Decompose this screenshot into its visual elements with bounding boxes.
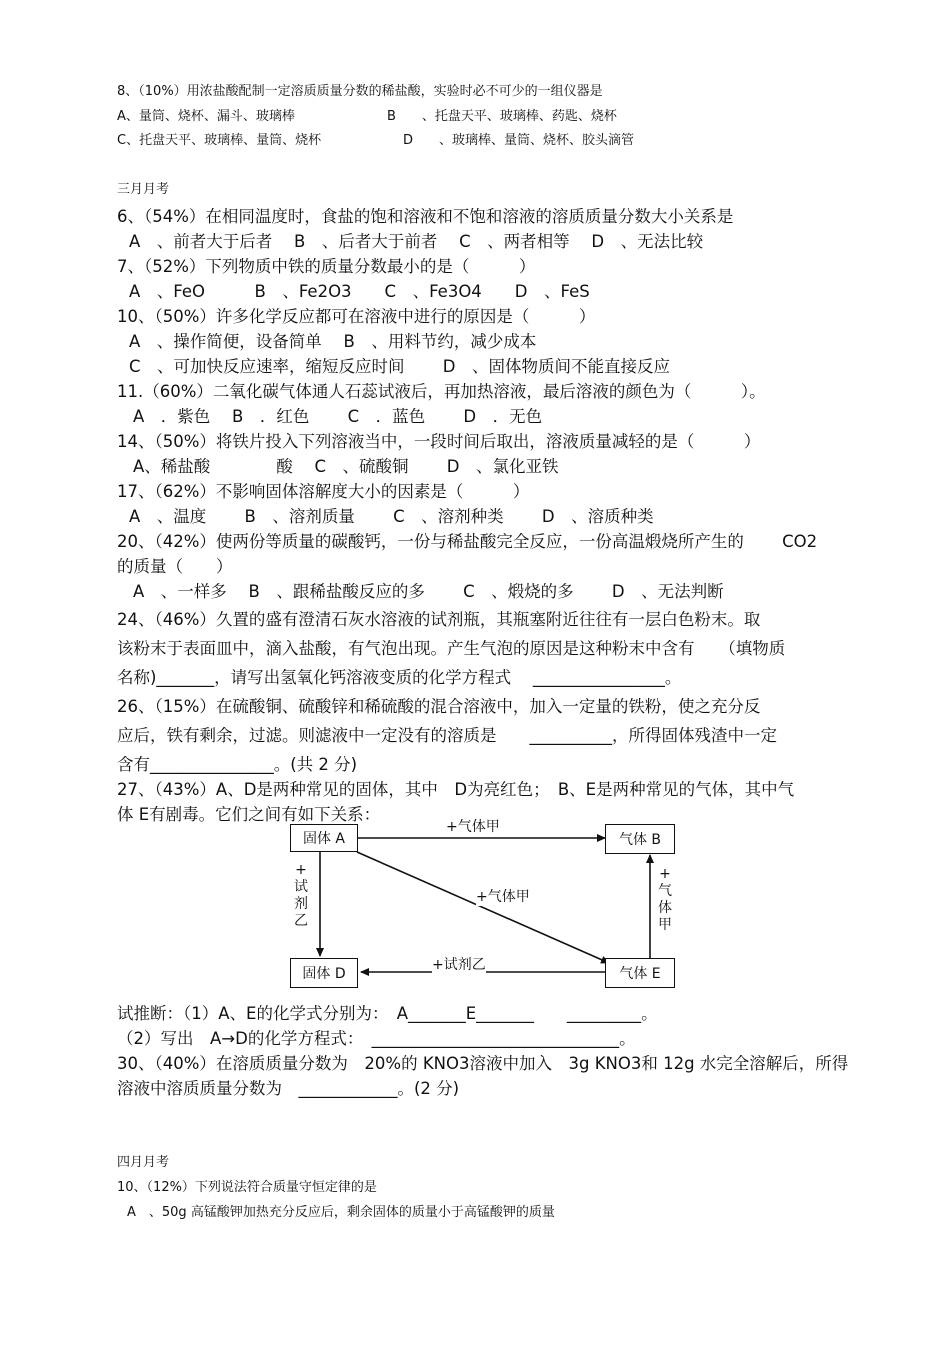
text-line: 体 E有剧毒。它们之间有如下关系： [117, 805, 381, 824]
text-line: A 、前者大于后者 B 、后者大于前者 C 、两者相等 D 、无法比较 [129, 232, 704, 251]
text-line: 试推断：（1）A、E的化学式分别为： A_______E_______ _________。 [117, 1004, 658, 1023]
text-line: 17、（62%）不影响固体溶解度大小的因素是（ ） [117, 482, 530, 501]
text-line: A 、温度 B 、溶剂质量 C 、溶剂种类 D 、溶质种类 [129, 507, 654, 526]
q8-stem: 8、（10%）用浓盐酸配制一定溶质质量分数的稀盐酸，实验时必不可少的一组仪器是 [117, 84, 603, 99]
box-solid-d: 固体 D [290, 958, 358, 988]
text-line: 名称)_______，请写出氢氧化钙溶液变质的化学方程式 ________________。 [117, 668, 682, 687]
q8-option-c: C、托盘天平、玻璃棒、量筒、烧杯 [117, 133, 322, 148]
text-line: 30、（40%）在溶质质量分数为 20%的 KNO3溶液中加入 3g KNO3和 12g 水完全溶解后，所得 [117, 1054, 849, 1073]
text-line: （2）写出 A→D的化学方程式： ______________________________。 [117, 1029, 636, 1048]
text-line: 10、（50%）许多化学反应都可在溶液中进行的原因是（ ） [117, 307, 596, 326]
q8-option-a: A、量筒、烧杯、漏斗、玻璃棒 [117, 109, 295, 124]
label-a-to-e: +气体甲 [476, 886, 530, 906]
text-line: 10、（12%）下列说法符合质量守恒定律的是 [117, 1180, 377, 1195]
text-line: 6、（54%）在相同温度时，食盐的饱和溶液和不饱和溶液的溶质质量分数大小关系是 [117, 207, 734, 226]
text-line: 26、（15%）在硫酸铜、硫酸锌和稀硫酸的混合溶液中，加入一定量的铁粉，使之充分反 [117, 697, 761, 716]
text-line: A 、FeO B 、Fe2O3 C 、Fe3O4 D 、FeS [129, 282, 590, 301]
text-line: 的质量（ ） [117, 557, 233, 576]
text-line: A、稀盐酸 酸 C 、硫酸铜 D 、氯化亚铁 [133, 457, 559, 476]
text-line: A 、操作简便，设备简单 B 、用料节约，减少成本 [129, 332, 537, 351]
text-line: 24、（46%）久置的盛有澄清石灰水溶液的试剂瓶，其瓶塞附近往往有一层白色粉末。取 [117, 610, 761, 629]
text-line: 含有_______________。(共 2 分) [117, 755, 358, 774]
text-line: C 、可加快反应速率，缩短反应时间 D 、固体物质间不能直接反应 [129, 357, 670, 376]
box-gas-e: 气体 E [605, 958, 675, 988]
text-line: A ．紫色 B ．红色 C ．蓝色 D ．无色 [133, 407, 543, 426]
label-e-to-d: +试剂乙 [432, 954, 486, 974]
q8-option-b: B 、托盘天平、玻璃棒、药匙、烧杯 [387, 109, 617, 124]
text-line: 7、（52%）下列物质中铁的质量分数最小的是（ ） [117, 257, 536, 276]
text-line: 该粉末于表面皿中，滴入盐酸，有气泡出现。产生气泡的原因是这种粉末中含有 （填物质 [117, 639, 786, 658]
section-title-april: 四月月考 [117, 1155, 170, 1170]
text-line: 20、（42%）使两份等质量的碳酸钙，一份与稀盐酸完全反应，一份高温煅烧所产生的 CO2 [117, 532, 818, 551]
q8-option-d: D 、玻璃棒、量筒、烧杯、胶头滴管 [403, 133, 635, 148]
label-a-to-b: +气体甲 [446, 816, 500, 836]
label-a-to-d: + 试 剂 乙 [294, 862, 308, 929]
text-line: A 、一样多 B 、跟稀盐酸反应的多 C 、煅烧的多 D 、无法判断 [133, 582, 724, 601]
box-gas-b: 气体 B [605, 824, 675, 854]
text-line: 27、（43%）A、D是两种常见的固体，其中 D为亮红色； B、E是两种常见的气体，其中气 [117, 780, 795, 799]
text-line: 溶液中溶质质量分数为 ____________。(2 分) [117, 1079, 460, 1098]
text-line: 应后，铁有剩余，过滤。则滤液中一定没有的溶质是 __________，所得固体残渣中一定 [117, 726, 777, 745]
section-title-march: 三月月考 [117, 182, 170, 197]
box-solid-a: 固体 A [290, 824, 358, 852]
text-line: 11.（60%）二氧化碳气体通人石蕊试液后，再加热溶液，最后溶液的颜色为（ ）。 [117, 382, 766, 401]
label-e-to-b: + 气 体 甲 [658, 866, 672, 933]
arrow-a-to-e [357, 852, 609, 963]
text-line: 14、（50%）将铁片投入下列溶液当中，一段时间后取出，溶液质量减轻的是（ ） [117, 432, 761, 451]
text-line: A 、50g 高锰酸钾加热充分反应后，剩余固体的质量小于高锰酸钾的质量 [127, 1205, 555, 1220]
